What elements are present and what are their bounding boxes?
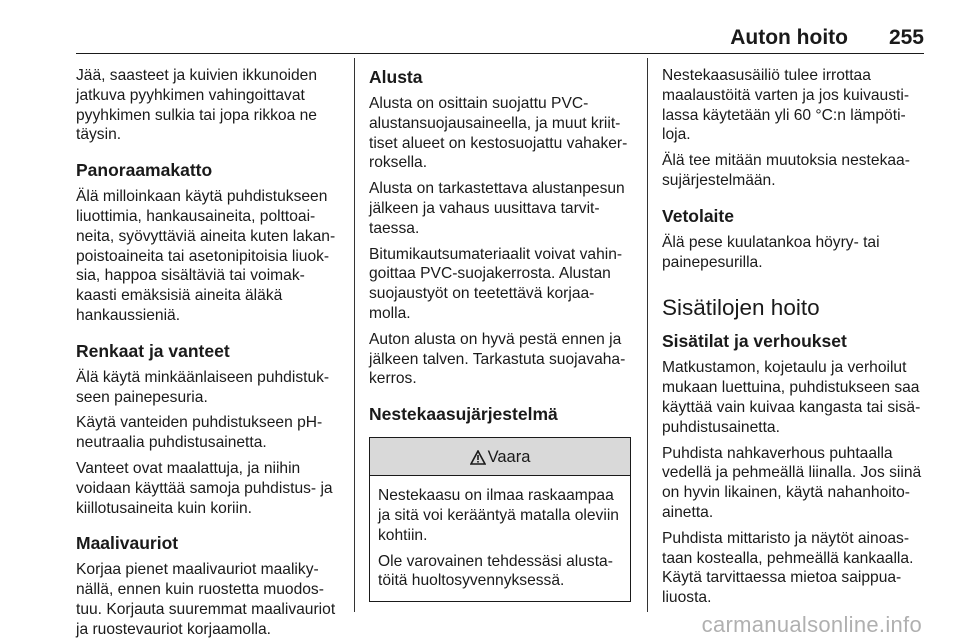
heading-interior-care: Sisätilojen hoito bbox=[662, 295, 820, 321]
paragraph bbox=[369, 245, 633, 324]
warning-body bbox=[370, 476, 630, 601]
text-line: Puhdista mittaristo ja näytöt ainoas- bbox=[662, 529, 910, 547]
paragraph bbox=[369, 94, 633, 173]
heading-towbar: Vetolaite bbox=[662, 205, 734, 226]
text-line: Nestekaasusäiliö tulee irrottaa bbox=[662, 67, 871, 84]
page-header bbox=[0, 26, 960, 56]
heading-paint-damage: Maalivauriot bbox=[76, 533, 179, 554]
heading-underbody: Alusta bbox=[369, 67, 423, 87]
warning-triangle-icon bbox=[470, 441, 486, 479]
text-line: on hyvin likainen, käytä nahanhoito- bbox=[662, 484, 910, 502]
text-line: liuosta. bbox=[662, 589, 712, 607]
column-1 bbox=[76, 66, 348, 642]
header-rule bbox=[76, 53, 924, 54]
paragraph bbox=[76, 66, 348, 145]
text-line: Ole varovainen tehdessäsi alusta- bbox=[378, 552, 613, 570]
watermark: carmanualsonline.info bbox=[701, 612, 922, 637]
page-number: 255 bbox=[888, 26, 924, 49]
column-2 bbox=[369, 66, 633, 602]
column-divider bbox=[354, 58, 355, 612]
paragraph bbox=[76, 187, 348, 326]
paragraph bbox=[76, 459, 348, 518]
text-line: molla. bbox=[369, 304, 411, 322]
text-line: taan kostealla, pehmeällä kankaalla. bbox=[662, 549, 914, 567]
text-line: neutraalia puhdistusainetta. bbox=[76, 434, 267, 452]
text-line: tuu. Korjauta suuremmat maalivauriot bbox=[76, 600, 336, 618]
paragraph bbox=[369, 179, 633, 238]
text-line: poistoaineita tai asetonipitoisia liuok- bbox=[76, 247, 330, 265]
text-line: täysin. bbox=[76, 126, 122, 144]
paragraph bbox=[76, 560, 348, 639]
text-line: Älä käytä minkäänlaiseen puhdistuk- bbox=[76, 368, 330, 386]
text-line: puhdistusainetta. bbox=[662, 418, 780, 436]
text-line: jälkeen ja vahaus uusittava tarvit- bbox=[369, 199, 600, 217]
text-line: loja. bbox=[662, 126, 691, 144]
text-line: seen painepesuria. bbox=[76, 388, 208, 406]
warning-header bbox=[370, 438, 630, 476]
paragraph bbox=[662, 529, 926, 608]
heading-panorama-roof: Panoraamakatto bbox=[76, 160, 213, 181]
text-line: voidaan käyttää samoja puhdistus- ja bbox=[76, 479, 333, 497]
paragraph bbox=[378, 552, 622, 592]
text-line: Vanteet ovat maalattuja, ja niihin bbox=[76, 459, 301, 477]
text-line: vedellä ja pehmeällä liinalla. Jos siinä bbox=[662, 464, 922, 482]
text-line: painepesurilla. bbox=[662, 253, 763, 271]
text-line: tiset alueet on kestosuojattu vahaker- bbox=[369, 134, 628, 152]
paragraph bbox=[76, 368, 348, 408]
text-line: Alusta on osittain suojattu PVC- bbox=[369, 95, 589, 112]
text-line: kerros. bbox=[369, 370, 417, 388]
paragraph bbox=[662, 66, 926, 145]
text-line: lassa käytetään yli 60 °C:n lämpöti- bbox=[662, 106, 906, 124]
text-line: Älä pese kuulatankoa höyry- tai bbox=[662, 233, 880, 251]
text-line: Auton alusta on hyvä pestä ennen ja bbox=[369, 330, 622, 348]
paragraph bbox=[662, 358, 926, 437]
text-line: sia, happoa sisältäviä tai voimak- bbox=[76, 267, 305, 285]
text-line: Matkustamon, kojetaulu ja verhoilut bbox=[662, 359, 907, 377]
text-line: roksella. bbox=[369, 154, 428, 172]
text-line: neita, syövyttäviä aineita kuten lakan- bbox=[76, 227, 336, 245]
text-line: Älä milloinkaan käytä puhdistukseen bbox=[76, 188, 328, 206]
text-line: liuottimia, hankausaineita, polttoai- bbox=[76, 207, 316, 225]
warning-title: Vaara bbox=[487, 448, 531, 467]
heading-interior-trim: Sisätilat ja verhoukset bbox=[662, 331, 847, 352]
heading-tyres-wheels: Renkaat ja vanteet bbox=[76, 340, 230, 361]
column-3 bbox=[662, 66, 926, 614]
text-line: Korjaa pienet maalivauriot maaliky- bbox=[76, 561, 319, 579]
heading-lpg-system: Nestekaasujärjestelmä bbox=[369, 404, 558, 425]
paragraph bbox=[662, 444, 926, 523]
text-line: suojaustyöt on teetettävä korjaa- bbox=[369, 285, 595, 303]
section-title: Auton hoito bbox=[730, 26, 848, 49]
paragraph bbox=[369, 330, 633, 389]
text-line: alustansuojausaineella, ja muut kriit- bbox=[369, 114, 621, 132]
text-line: mukaan luettuina, puhdistukseen saa bbox=[662, 379, 920, 397]
text-line: Bitumikautsumateriaalit voivat vahin- bbox=[369, 245, 623, 263]
text-line: töitä huoltosyvennyksessä. bbox=[378, 572, 565, 590]
text-line: Käytä vanteiden puhdistukseen pH- bbox=[76, 414, 323, 432]
text-line: kohtiin. bbox=[378, 526, 428, 544]
text-line: jatkuva pyyhkimen vahingoittavat bbox=[76, 86, 305, 104]
text-line: Puhdista nahkaverhous puhtaalla bbox=[662, 444, 893, 462]
paragraph bbox=[378, 486, 622, 545]
text-line: Älä tee mitään muutoksia nestekaa- bbox=[662, 152, 910, 170]
column-divider bbox=[647, 58, 648, 612]
text-line: taessa. bbox=[369, 219, 420, 237]
text-line: Nestekaasu on ilmaa raskaampaa bbox=[378, 487, 614, 505]
text-line: maalaustöitä varten ja jos kuivausti- bbox=[662, 86, 910, 104]
text-line: ja ruostevauriot korjaamolla. bbox=[76, 620, 272, 638]
text-line: hankaussieniä. bbox=[76, 306, 181, 324]
text-line: sujärjestelmään. bbox=[662, 171, 776, 189]
paragraph bbox=[662, 233, 926, 273]
text-line: pyyhkimen sulkia tai jopa rikkoa ne bbox=[76, 106, 317, 124]
text-line: goittaa PVC-suojakerrosta. Alustan bbox=[369, 265, 611, 283]
text-line: Käytä tarvittaessa mietoa saippua- bbox=[662, 569, 902, 587]
text-line: ainetta. bbox=[662, 503, 714, 521]
text-line: Alusta on tarkastettava alustanpesun bbox=[369, 180, 625, 198]
text-line: jälkeen talven. Tarkastuta suojavaha- bbox=[369, 350, 626, 368]
text-line: kiillotusaineita kuin koriin. bbox=[76, 499, 252, 517]
paragraph bbox=[662, 151, 926, 191]
warning-box bbox=[369, 437, 631, 602]
text-line: Jää, saasteet ja kuivien ikkunoiden bbox=[76, 67, 317, 84]
text-line: nällä, ennen kuin ruostetta muodos- bbox=[76, 581, 324, 599]
paragraph bbox=[76, 413, 348, 453]
text-line: ja sitä voi kerääntyä matalla oleviin bbox=[378, 506, 619, 524]
text-line: käyttää vain kuivaa kangasta tai sisä- bbox=[662, 398, 921, 416]
text-line: kaasti emäksisiä aineita äläkä bbox=[76, 287, 283, 305]
